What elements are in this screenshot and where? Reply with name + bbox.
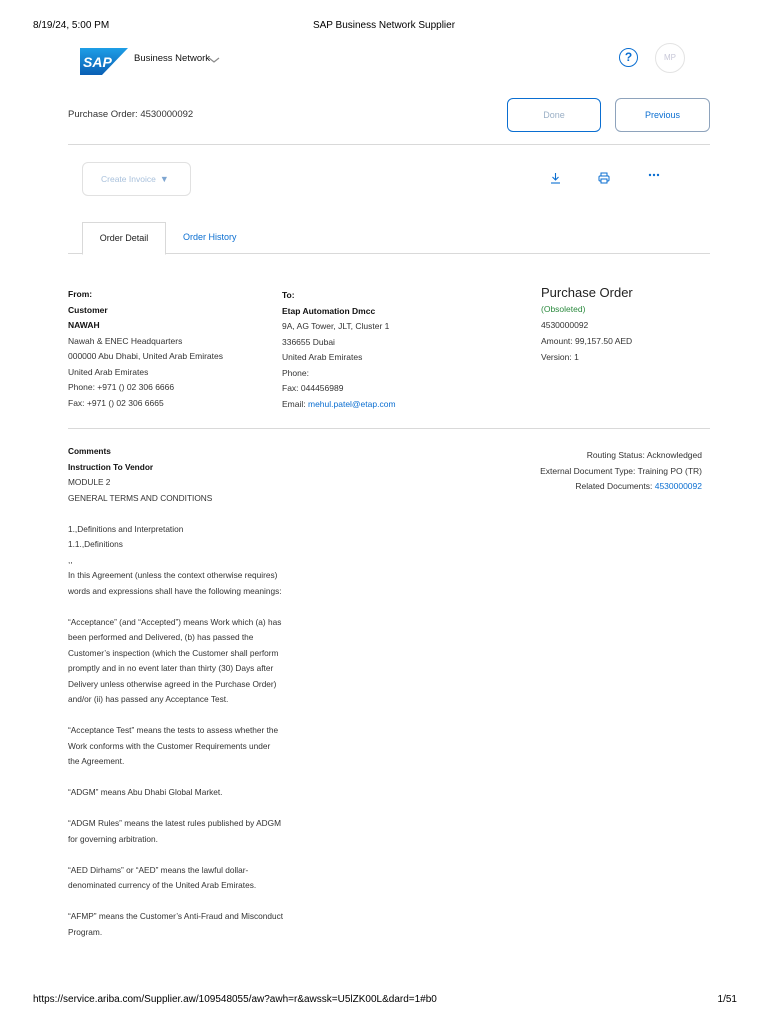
routing-info (540, 448, 702, 495)
from-fax: Fax: +971 () 02 306 6665 (68, 397, 164, 408)
to-fax: Fax: 044456989 (282, 383, 344, 393)
comments-heading: Comments (68, 446, 111, 456)
to-address (282, 288, 396, 412)
print-footer (0, 994, 768, 1006)
to-line: 336655 Dubai (282, 336, 335, 347)
from-line: Nawah & ENEC Headquarters (68, 335, 183, 346)
po-heading: Purchase Order (541, 285, 633, 300)
create-invoice-label: Create Invoice (101, 174, 156, 184)
comments-section (68, 444, 284, 956)
divider (68, 428, 710, 429)
divider (68, 144, 710, 145)
routing-status: Routing Status: Acknowledged (586, 450, 702, 460)
module-label: MODULE 2 (68, 477, 111, 487)
related-document-link[interactable]: 4530000092 (654, 481, 702, 491)
related-documents-row (540, 479, 702, 495)
from-phone: Phone: +971 () 02 306 6666 (68, 382, 175, 392)
print-title: SAP Business Network Supplier (312, 20, 456, 31)
terms-paragraph: “AED Dirhams” or “AED” means the lawful dollar-denominated currency of the United Arab Emirates. (68, 864, 257, 890)
po-number: 4530000092 (541, 320, 589, 330)
to-line: 9A, AG Tower, JLT, Cluster 1 (282, 321, 390, 331)
from-address (68, 287, 223, 411)
terms-paragraph: “Acceptance” (and “Accepted”) means Work which (a) has been performed and Delivered, (b) has passed the Customer’s inspection (which the Customer shall perform promptly and in no event later than thirty (30) Days after Delivery unless otherwise agreed in the Purchase Order) and/or (ii) has passed any Acceptance Test. (68, 616, 282, 704)
from-label: From: (68, 289, 93, 299)
terms-title: GENERAL TERMS AND CONDITIONS (68, 492, 213, 503)
terms-paragraph: “AFMP” means the Customer’s Anti-Fraud and Misconduct Program. (68, 911, 284, 937)
po-version: Version: 1 (541, 352, 579, 362)
to-email-link[interactable]: mehul.patel@etap.com (307, 398, 396, 409)
purchase-order-label: Purchase Order: 4530000092 (68, 109, 194, 120)
print-page-number: 1/51 (717, 994, 737, 1005)
create-invoice-button[interactable] (82, 162, 191, 196)
print-datetime: 8/19/24, 5:00 PM (33, 20, 110, 31)
chevron-down-icon[interactable] (208, 56, 220, 64)
comments-subheading: Instruction To Vendor (68, 461, 154, 472)
from-name: NAWAH (68, 320, 100, 330)
from-line: 000000 Abu Dhabi, United Arab Emirates (68, 351, 223, 361)
previous-button[interactable]: Previous (615, 98, 710, 132)
brand-name[interactable]: Business Network (134, 53, 211, 64)
print-header (0, 20, 768, 32)
sap-logo[interactable] (80, 48, 128, 75)
help-icon[interactable]: ? (619, 48, 638, 67)
download-icon[interactable] (550, 172, 561, 184)
from-role: Customer (68, 304, 108, 315)
purchase-order-summary (541, 284, 633, 365)
to-email-label: Email: (282, 398, 308, 409)
to-label: To: (282, 290, 295, 300)
po-amount: Amount: 99,157.50 AED (541, 336, 633, 346)
terms-paragraph: “Acceptance Test” means the tests to assess whether the Work conforms with the Customer Requirements under the Agreement. (68, 725, 279, 766)
external-document-type: External Document Type: Training PO (TR) (540, 465, 702, 476)
print-url: https://service.ariba.com/Supplier.aw/109548055/aw?awh=r&awssk=U5lZK00L&dard=1#b0 (33, 994, 437, 1005)
caret-down-icon: ▼ (159, 174, 169, 184)
to-line: United Arab Emirates (282, 352, 363, 362)
po-status: (Obsoleted) (541, 304, 586, 314)
to-name: Etap Automation Dmcc (282, 305, 376, 316)
terms-paragraph: 1.,Definitions and Interpretation 1.1.,Definitions ,, In this Agreement (unless the context otherwise requires) words and expressions shall have the following meanings: (68, 523, 282, 596)
tab-order-history[interactable]: Order History (183, 232, 237, 242)
to-email-row (282, 397, 396, 413)
terms-paragraph: “ADGM” means Abu Dhabi Global Market. (68, 787, 223, 797)
logo-text: SAP (83, 54, 112, 70)
done-button[interactable]: Done (507, 98, 601, 132)
more-icon[interactable] (648, 172, 660, 178)
print-icon[interactable] (598, 172, 610, 184)
from-line: United Arab Emirates (68, 366, 149, 377)
related-documents-label: Related Documents: (575, 481, 655, 491)
avatar[interactable]: MP (655, 43, 685, 73)
to-phone: Phone: (282, 367, 309, 378)
tab-order-detail[interactable]: Order Detail (82, 222, 166, 255)
terms-paragraph: “ADGM Rules” means the latest rules published by ADGM for governing arbitration. (68, 818, 282, 844)
